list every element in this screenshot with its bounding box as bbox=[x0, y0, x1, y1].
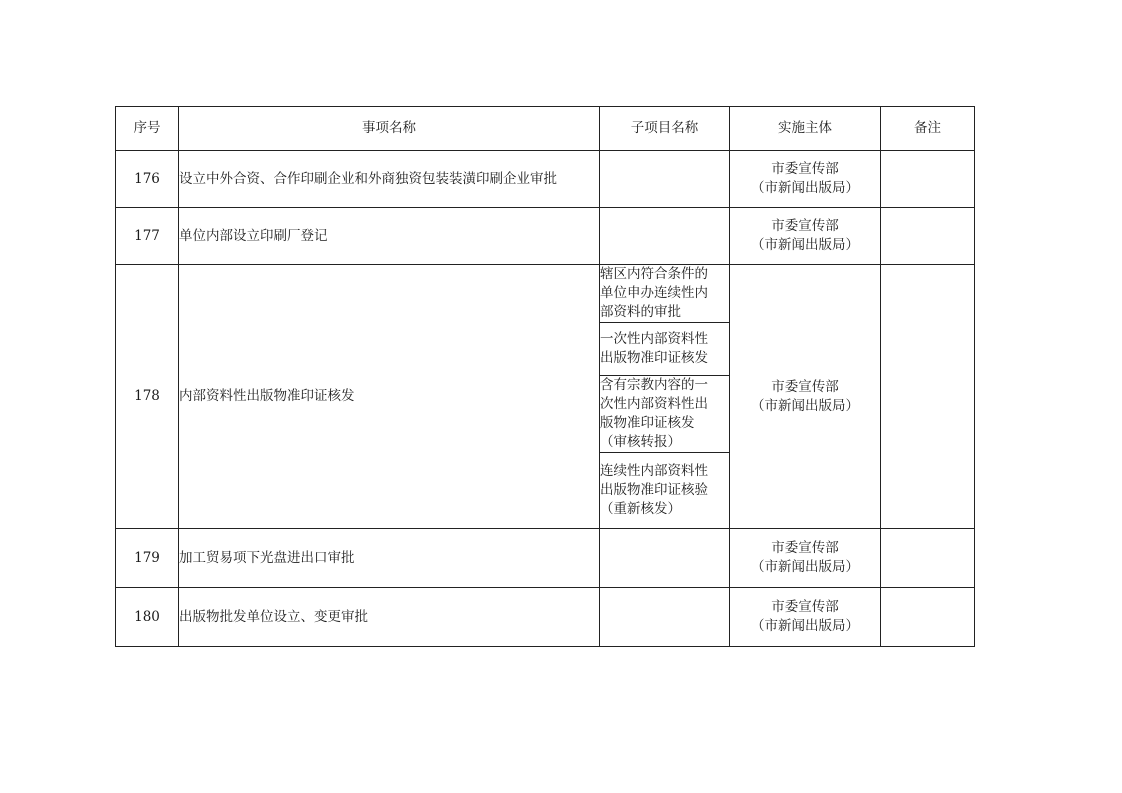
subitem-line: 出版物准印证核发 bbox=[600, 350, 708, 366]
row-item-name: 设立中外合资、合作印刷企业和外商独资包装装潢印刷企业审批 bbox=[179, 151, 600, 208]
subitem-line: （审核转报） bbox=[600, 434, 681, 450]
department-line2: （市新闻出版局） bbox=[751, 180, 859, 196]
subitem-line: 部资料的审批 bbox=[600, 304, 681, 320]
department-line1: 市委宣传部 bbox=[771, 161, 839, 177]
row-subitem-empty bbox=[600, 529, 730, 588]
row-subitem-empty bbox=[600, 151, 730, 208]
department-line2: （市新闻出版局） bbox=[751, 559, 859, 575]
subitem-cell bbox=[600, 376, 730, 453]
row-department bbox=[730, 208, 881, 265]
approval-items-table bbox=[115, 106, 975, 647]
subitem-line: 版物准印证核发 bbox=[600, 415, 695, 431]
subitem-cell bbox=[600, 323, 730, 376]
department-line2: （市新闻出版局） bbox=[751, 618, 859, 634]
subitem-cell bbox=[600, 265, 730, 323]
department-line1: 市委宣传部 bbox=[771, 599, 839, 615]
header-note: 备注 bbox=[881, 107, 975, 151]
row-note bbox=[881, 588, 975, 647]
subitem-line: 连续性内部资料性 bbox=[600, 463, 708, 479]
header-item-name: 事项名称 bbox=[179, 107, 600, 151]
department-line2: （市新闻出版局） bbox=[751, 397, 859, 414]
row-note bbox=[881, 265, 975, 529]
row-department bbox=[730, 529, 881, 588]
subitem-line: 辖区内符合条件的 bbox=[600, 266, 708, 282]
table-row bbox=[116, 265, 975, 323]
row-note bbox=[881, 208, 975, 265]
table-header-row bbox=[116, 107, 975, 151]
row-no: 178 bbox=[116, 265, 179, 529]
table-row bbox=[116, 529, 975, 588]
department-line1: 市委宣传部 bbox=[771, 218, 839, 234]
header-subitem-name: 子项目名称 bbox=[600, 107, 730, 151]
row-subitem-empty bbox=[600, 588, 730, 647]
row-subitem-empty bbox=[600, 208, 730, 265]
department-line1: 市委宣传部 bbox=[771, 378, 839, 395]
department-line1: 市委宣传部 bbox=[771, 540, 839, 556]
row-department bbox=[730, 588, 881, 647]
row-item-name: 内部资料性出版物准印证核发 bbox=[179, 265, 600, 529]
row-department bbox=[730, 151, 881, 208]
row-no: 177 bbox=[116, 208, 179, 265]
subitem-line: 含有宗教内容的一 bbox=[600, 377, 708, 393]
subitem-line: 一次性内部资料性 bbox=[600, 331, 708, 347]
row-item-name: 加工贸易项下光盘进出口审批 bbox=[179, 529, 600, 588]
table-row bbox=[116, 588, 975, 647]
subitem-line: 出版物准印证核验 bbox=[600, 482, 708, 498]
table-row bbox=[116, 151, 975, 208]
row-no: 179 bbox=[116, 529, 179, 588]
header-no: 序号 bbox=[116, 107, 179, 151]
row-no: 180 bbox=[116, 588, 179, 647]
row-note bbox=[881, 151, 975, 208]
subitem-cell bbox=[600, 453, 730, 529]
subitem-line: 次性内部资料性出 bbox=[600, 396, 708, 412]
header-department: 实施主体 bbox=[730, 107, 881, 151]
row-item-name: 单位内部设立印刷厂登记 bbox=[179, 208, 600, 265]
subitem-line: （重新核发） bbox=[600, 501, 681, 517]
row-item-name: 出版物批发单位设立、变更审批 bbox=[179, 588, 600, 647]
subitem-line: 单位申办连续性内 bbox=[600, 285, 708, 301]
department-line2: （市新闻出版局） bbox=[751, 237, 859, 253]
row-no: 176 bbox=[116, 151, 179, 208]
row-department bbox=[730, 265, 881, 529]
row-note bbox=[881, 529, 975, 588]
table-row bbox=[116, 208, 975, 265]
